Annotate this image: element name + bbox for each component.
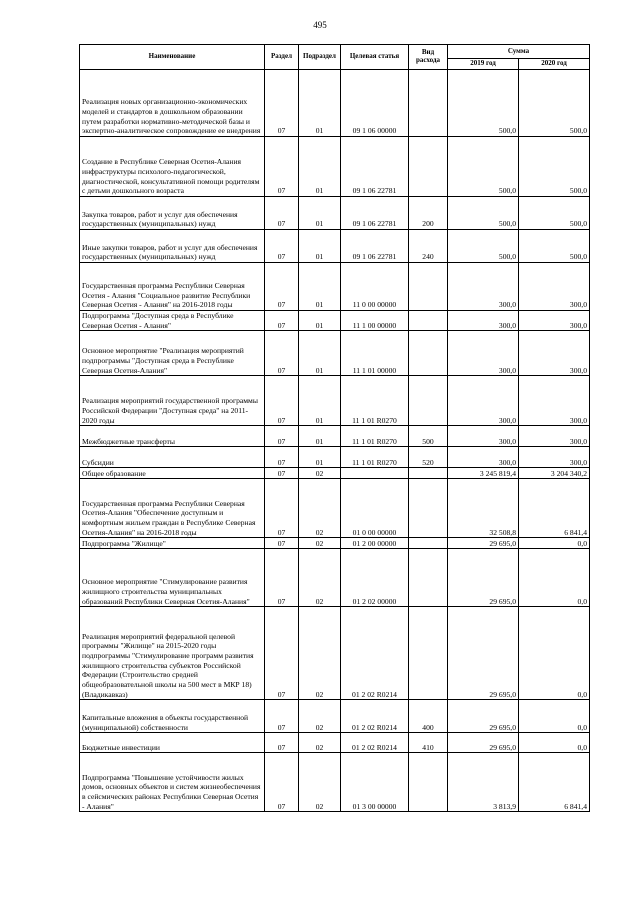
row-amount-2019: 300,0: [448, 426, 519, 447]
row-amount-2020: 500,0: [519, 230, 590, 263]
row-amount-2020: 300,0: [519, 376, 590, 426]
row-expense: [409, 753, 448, 812]
row-section: 07: [265, 311, 299, 331]
row-amount-2019: 29 695,0: [448, 538, 519, 549]
table-row: [80, 549, 590, 607]
row-section: 07: [265, 733, 299, 753]
row-subsection: 02: [299, 733, 341, 753]
row-expense: 200: [409, 197, 448, 230]
row-target: 11 1 01 00000: [341, 331, 409, 376]
row-name: Реализация новых организационно-экономических моделей и стандартов в дошкольном образовании путем разработки нормативно-методической базы и экспертно-аналитическое сопровождение ее внедрения: [80, 70, 265, 137]
row-expense: [409, 607, 448, 700]
header-section: Раздел: [265, 45, 299, 70]
row-amount-2020: 300,0: [519, 447, 590, 468]
row-amount-2019: 29 695,0: [448, 733, 519, 753]
row-amount-2020: 500,0: [519, 137, 590, 197]
row-expense: 410: [409, 733, 448, 753]
row-section: 07: [265, 70, 299, 137]
row-target: 01 2 02 R0214: [341, 733, 409, 753]
row-name: Реализация мероприятий федеральной целевой программы "Жилище" на 2015-2020 годы подпрограммы "Стимулирование программ развития жилищного строительства субъектов Российской Федерации (Строительство средней общеобразовательной школы на 500 мест в МКР 18) (Владикавказ): [80, 607, 265, 700]
row-amount-2019: 500,0: [448, 197, 519, 230]
header-subsection: Подраздел: [299, 45, 341, 70]
row-subsection: 02: [299, 538, 341, 549]
table-row: [80, 230, 590, 263]
row-amount-2020: 3 204 340,2: [519, 468, 590, 479]
row-expense: [409, 376, 448, 426]
row-expense: [409, 331, 448, 376]
table-row: [80, 447, 590, 468]
row-expense: [409, 137, 448, 197]
row-section: 07: [265, 753, 299, 812]
row-expense: [409, 70, 448, 137]
row-amount-2019: 300,0: [448, 447, 519, 468]
row-amount-2020: 0,0: [519, 538, 590, 549]
row-expense: [409, 479, 448, 538]
row-name: Реализация мероприятий государственной программы Российской Федерации "Доступная среда" на 2011-2020 годы: [80, 376, 265, 426]
table-row: [80, 137, 590, 197]
table-row: [80, 197, 590, 230]
table-row: [80, 538, 590, 549]
table-row: [80, 753, 590, 812]
table-row: [80, 263, 590, 311]
row-amount-2020: 0,0: [519, 700, 590, 733]
row-amount-2020: 6 841,4: [519, 479, 590, 538]
row-amount-2020: 300,0: [519, 263, 590, 311]
row-name: Создание в Республике Северная Осетия-Алания инфраструктуры психолого-педагогической, диагностической, консультативной помощи родителям с детьми дошкольного возраста: [80, 137, 265, 197]
row-amount-2020: 6 841,4: [519, 753, 590, 812]
row-target: 09 1 06 22781: [341, 197, 409, 230]
row-amount-2020: 300,0: [519, 311, 590, 331]
row-subsection: 01: [299, 263, 341, 311]
row-subsection: 02: [299, 479, 341, 538]
row-subsection: 01: [299, 376, 341, 426]
row-name: Подпрограмма "Жилище": [80, 538, 265, 549]
row-amount-2019: 29 695,0: [448, 607, 519, 700]
row-target: 11 1 01 R0270: [341, 376, 409, 426]
row-name: Подпрограмма "Повышение устойчивости жилых домов, основных объектов и систем жизнеобеспечения в сейсмических районах Республики Северная Осетия - Алания": [80, 753, 265, 812]
row-target: 11 1 01 R0270: [341, 447, 409, 468]
row-target: 09 1 06 22781: [341, 230, 409, 263]
header-sum: Сумма: [448, 45, 590, 59]
row-subsection: 02: [299, 549, 341, 607]
page-number: 495: [313, 20, 327, 30]
row-section: 07: [265, 331, 299, 376]
row-subsection: 01: [299, 447, 341, 468]
row-amount-2020: 0,0: [519, 549, 590, 607]
row-subsection: 02: [299, 468, 341, 479]
row-expense: [409, 549, 448, 607]
table-row: [80, 479, 590, 538]
row-name: Капитальные вложения в объекты государственной (муниципальной) собственности: [80, 700, 265, 733]
row-amount-2019: 300,0: [448, 311, 519, 331]
row-amount-2019: 500,0: [448, 137, 519, 197]
row-subsection: 02: [299, 753, 341, 812]
row-name: Подпрограмма "Доступная среда в Республике Северная Осетия - Алания": [80, 311, 265, 331]
row-target: 01 2 02 R0214: [341, 700, 409, 733]
row-target: 11 1 00 00000: [341, 311, 409, 331]
table-row: [80, 426, 590, 447]
row-target: [341, 468, 409, 479]
row-name: Межбюджетные трансферты: [80, 426, 265, 447]
row-section: 07: [265, 538, 299, 549]
row-section: 07: [265, 447, 299, 468]
table-row: [80, 607, 590, 700]
table-row: [80, 311, 590, 331]
row-section: 07: [265, 607, 299, 700]
row-target: 01 3 00 00000: [341, 753, 409, 812]
row-section: 07: [265, 468, 299, 479]
row-target: 01 0 00 00000: [341, 479, 409, 538]
row-expense: [409, 311, 448, 331]
row-section: 07: [265, 197, 299, 230]
row-name: Государственная программа Республики Северная Осетия-Алания "Обеспечение доступным и комфортным жильем граждан в Республике Северная Осетия-Алания" на 2016-2018 годы: [80, 479, 265, 538]
table-row: [80, 468, 590, 479]
row-amount-2020: 300,0: [519, 426, 590, 447]
row-name: Основное мероприятие "Стимулирование развития жилищного строительства муниципальных образований Республики Северная Осетия-Алания": [80, 549, 265, 607]
row-expense: [409, 263, 448, 311]
row-amount-2020: 500,0: [519, 70, 590, 137]
row-amount-2019: 300,0: [448, 263, 519, 311]
row-section: 07: [265, 426, 299, 447]
row-amount-2019: 300,0: [448, 376, 519, 426]
row-section: 07: [265, 376, 299, 426]
row-subsection: 01: [299, 70, 341, 137]
row-subsection: 01: [299, 230, 341, 263]
row-name: Иные закупки товаров, работ и услуг для обеспечения государственных (муниципальных) нужд: [80, 230, 265, 263]
row-amount-2020: 0,0: [519, 607, 590, 700]
row-name: Основное мероприятие "Реализация мероприятий подпрограммы "Доступная среда в Республике Северная Осетия-Алания": [80, 331, 265, 376]
row-amount-2020: 500,0: [519, 197, 590, 230]
row-target: 11 0 00 00000: [341, 263, 409, 311]
row-subsection: 01: [299, 311, 341, 331]
row-subsection: 01: [299, 197, 341, 230]
row-section: 07: [265, 479, 299, 538]
row-target: 01 2 00 00000: [341, 538, 409, 549]
row-expense: 400: [409, 700, 448, 733]
row-subsection: 01: [299, 137, 341, 197]
row-amount-2019: 300,0: [448, 331, 519, 376]
row-expense: 520: [409, 447, 448, 468]
row-target: 11 1 01 R0270: [341, 426, 409, 447]
header-year-2020: 2020 год: [519, 59, 590, 70]
table-row: [80, 700, 590, 733]
row-amount-2020: 300,0: [519, 331, 590, 376]
row-subsection: 02: [299, 700, 341, 733]
row-section: 07: [265, 263, 299, 311]
row-expense: [409, 468, 448, 479]
table-body: [80, 70, 590, 812]
row-expense: [409, 538, 448, 549]
row-section: 07: [265, 700, 299, 733]
table-row: [80, 331, 590, 376]
row-name: Субсидии: [80, 447, 265, 468]
row-subsection: 02: [299, 607, 341, 700]
row-amount-2019: 500,0: [448, 230, 519, 263]
row-section: 07: [265, 137, 299, 197]
header-target: Целевая статья: [341, 45, 409, 70]
row-expense: 240: [409, 230, 448, 263]
row-amount-2019: 3 813,9: [448, 753, 519, 812]
row-section: 07: [265, 230, 299, 263]
row-name: Закупка товаров, работ и услуг для обеспечения государственных (муниципальных) нужд: [80, 197, 265, 230]
table-row: [80, 376, 590, 426]
row-amount-2019: 29 695,0: [448, 549, 519, 607]
budget-table: [79, 44, 590, 812]
row-amount-2019: 3 245 819,4: [448, 468, 519, 479]
header-year-2019: 2019 год: [448, 59, 519, 70]
row-amount-2019: 29 695,0: [448, 700, 519, 733]
row-amount-2019: 32 508,8: [448, 479, 519, 538]
row-name: Государственная программа Республики Северная Осетия - Алания "Социальное развитие Республики Северная Осетия - Алания" на 2016-2018 годы: [80, 263, 265, 311]
row-expense: 500: [409, 426, 448, 447]
header-name: Наименование: [80, 45, 265, 70]
row-target: 09 1 06 22781: [341, 137, 409, 197]
row-target: 01 2 02 00000: [341, 549, 409, 607]
header-expense: Вид расхода: [409, 45, 448, 70]
row-subsection: 01: [299, 331, 341, 376]
row-name: Бюджетные инвестиции: [80, 733, 265, 753]
row-amount-2019: 500,0: [448, 70, 519, 137]
table-row: [80, 733, 590, 753]
row-subsection: 01: [299, 426, 341, 447]
table-row: [80, 70, 590, 137]
row-target: 09 1 06 00000: [341, 70, 409, 137]
row-target: 01 2 02 R0214: [341, 607, 409, 700]
row-amount-2020: 0,0: [519, 733, 590, 753]
row-name: Общее образование: [80, 468, 265, 479]
row-section: 07: [265, 549, 299, 607]
